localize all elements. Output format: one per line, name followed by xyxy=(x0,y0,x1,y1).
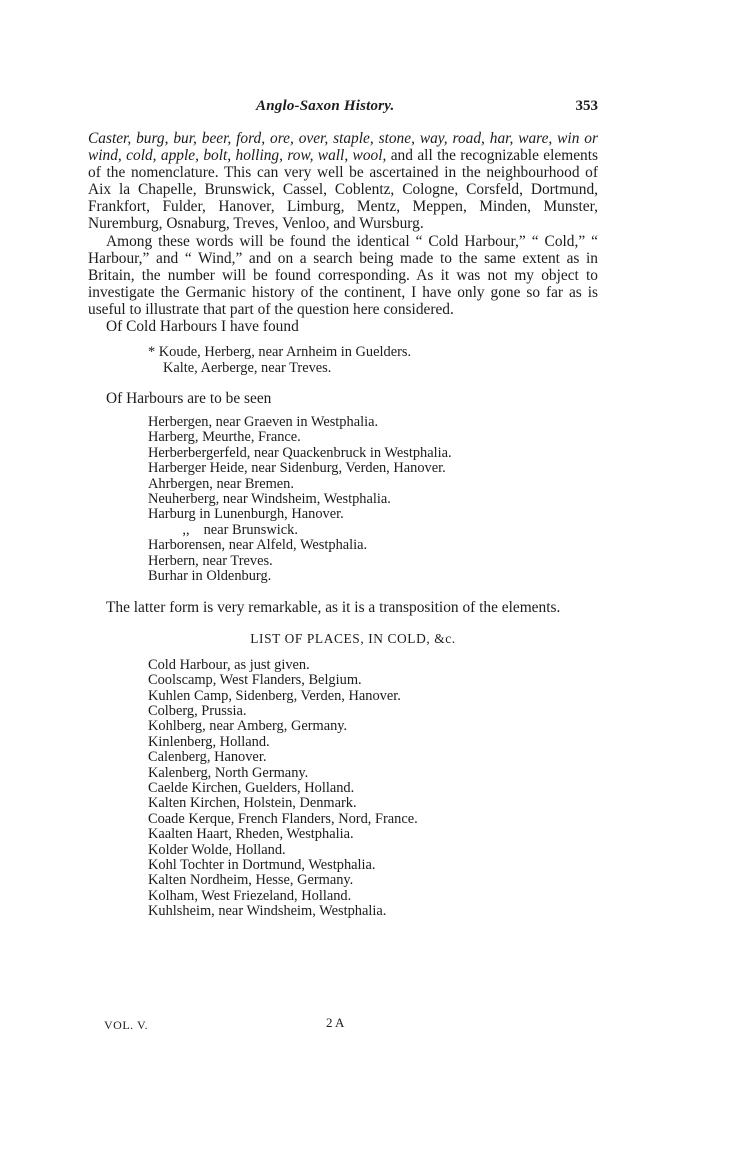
page-number: 353 xyxy=(575,98,598,114)
list-item: Kalte, Aerberge, near Treves. xyxy=(163,359,332,376)
intro-rest: and all the recognizable elements of the nomenclature. This can very well be ascertained in the neighbourhood of Aix la Chapelle, Brunswick, Cassel, Coblentz, Cologne, Corsfeld, Dortmund, Frankfort, Fulder, Hanover, Limburg, Mentz, Meppen, Minden, Munster, Nuremburg, Osnaburg, Treves, Venloo, and Wursburg. xyxy=(88,147,598,233)
list-item: Neuherberg, near Windsheim, Westphalia. xyxy=(148,491,391,508)
cold-harbours-list xyxy=(148,345,598,376)
intro-italic-terms: Caster, burg, bur, beer, ford, ore, over, staple, stone, way, road, har, ware, win or wind, cold, apple, bolt, holling, row, wall, wool, xyxy=(88,130,598,165)
paragraph-cold-harbours-found: Of Cold Harbours I have found xyxy=(106,318,299,336)
list-item: Coolscamp, West Flanders, Belgium. xyxy=(148,672,362,689)
list-item: Kolder Wolde, Holland. xyxy=(148,841,286,858)
list-item: Kalten Nordheim, Hesse, Germany. xyxy=(148,872,354,889)
list-item: Harberg, Meurthe, France. xyxy=(148,429,301,446)
cold-places-list xyxy=(148,658,598,920)
list-item: * Koude, Herberg, near Arnheim in Guelders. xyxy=(148,344,412,361)
list-item: Herberbergerfeld, near Quackenbruck in Westphalia. xyxy=(148,444,452,461)
volume-mark: VOL. V. xyxy=(104,1018,149,1032)
list-item: Colberg, Prussia. xyxy=(148,702,247,719)
list-item: Ahrbergen, near Bremen. xyxy=(148,475,294,492)
list-item: Kuhlsheim, near Windsheim, Westphalia. xyxy=(148,903,387,920)
section-heading: LIST OF PLACES, IN COLD, &c. xyxy=(250,630,456,646)
ditto-text: near Brunswick. xyxy=(203,521,298,538)
list-item: Burhar in Oldenburg. xyxy=(148,568,272,585)
list-item: Kaalten Haart, Rheden, Westphalia. xyxy=(148,826,354,843)
list-item: Herbern, near Treves. xyxy=(148,552,273,569)
intro-paragraph xyxy=(88,130,598,233)
page xyxy=(88,98,598,920)
list-item: Caelde Kirchen, Guelders, Holland. xyxy=(148,779,355,796)
list-item: Harburg in Lunenburgh, Hanover. xyxy=(148,506,344,523)
list-item: Kinlenberg, Holland. xyxy=(148,733,270,750)
list-item: Kohlberg, near Amberg, Germany. xyxy=(148,718,348,735)
paragraph-cold-harbour: Among these words will be found the identical “ Cold Harbour,” “ Cold,” “ Harbour,” and “ Wind,” and on a search being made to the same extent as in Britain, the number will be found corresponding. As it was not my object to investigate the Germanic history of the continent, I have only gone so far as is useful to illustrate that part of the question here considered. xyxy=(88,232,598,318)
list-item: Kalten Kirchen, Holstein, Denmark. xyxy=(148,795,357,812)
signature-mark: 2 A xyxy=(326,1015,345,1030)
body-text xyxy=(88,130,598,920)
running-title: Anglo-Saxon History. xyxy=(256,98,395,114)
list-item: Herbergen, near Graeven in Westphalia. xyxy=(148,414,379,431)
list-item: Kalenberg, North Germany. xyxy=(148,764,309,781)
list-item: Kolham, West Friezeland, Holland. xyxy=(148,887,352,904)
page-footer xyxy=(104,1015,404,1034)
ditto-mark: ,, xyxy=(182,521,190,538)
list-item: Kohl Tochter in Dortmund, Westphalia. xyxy=(148,856,376,873)
paragraph-transposition: The latter form is very remarkable, as it is a transposition of the elements. xyxy=(106,598,561,616)
list-item: Coade Kerque, French Flanders, Nord, France. xyxy=(148,810,418,827)
list-item: Harberger Heide, near Sidenburg, Verden, Hanover. xyxy=(148,460,446,477)
harbours-list xyxy=(148,415,598,584)
running-header xyxy=(88,98,598,122)
list-item: Harborensen, near Alfeld, Westphalia. xyxy=(148,537,368,554)
paragraph-harbours: Of Harbours are to be seen xyxy=(106,389,272,407)
list-item: Calenberg, Hanover. xyxy=(148,749,267,766)
list-item-ditto xyxy=(148,523,598,538)
list-item: Kuhlen Camp, Sidenberg, Verden, Hanover. xyxy=(148,687,401,704)
list-item: Cold Harbour, as just given. xyxy=(148,656,310,673)
